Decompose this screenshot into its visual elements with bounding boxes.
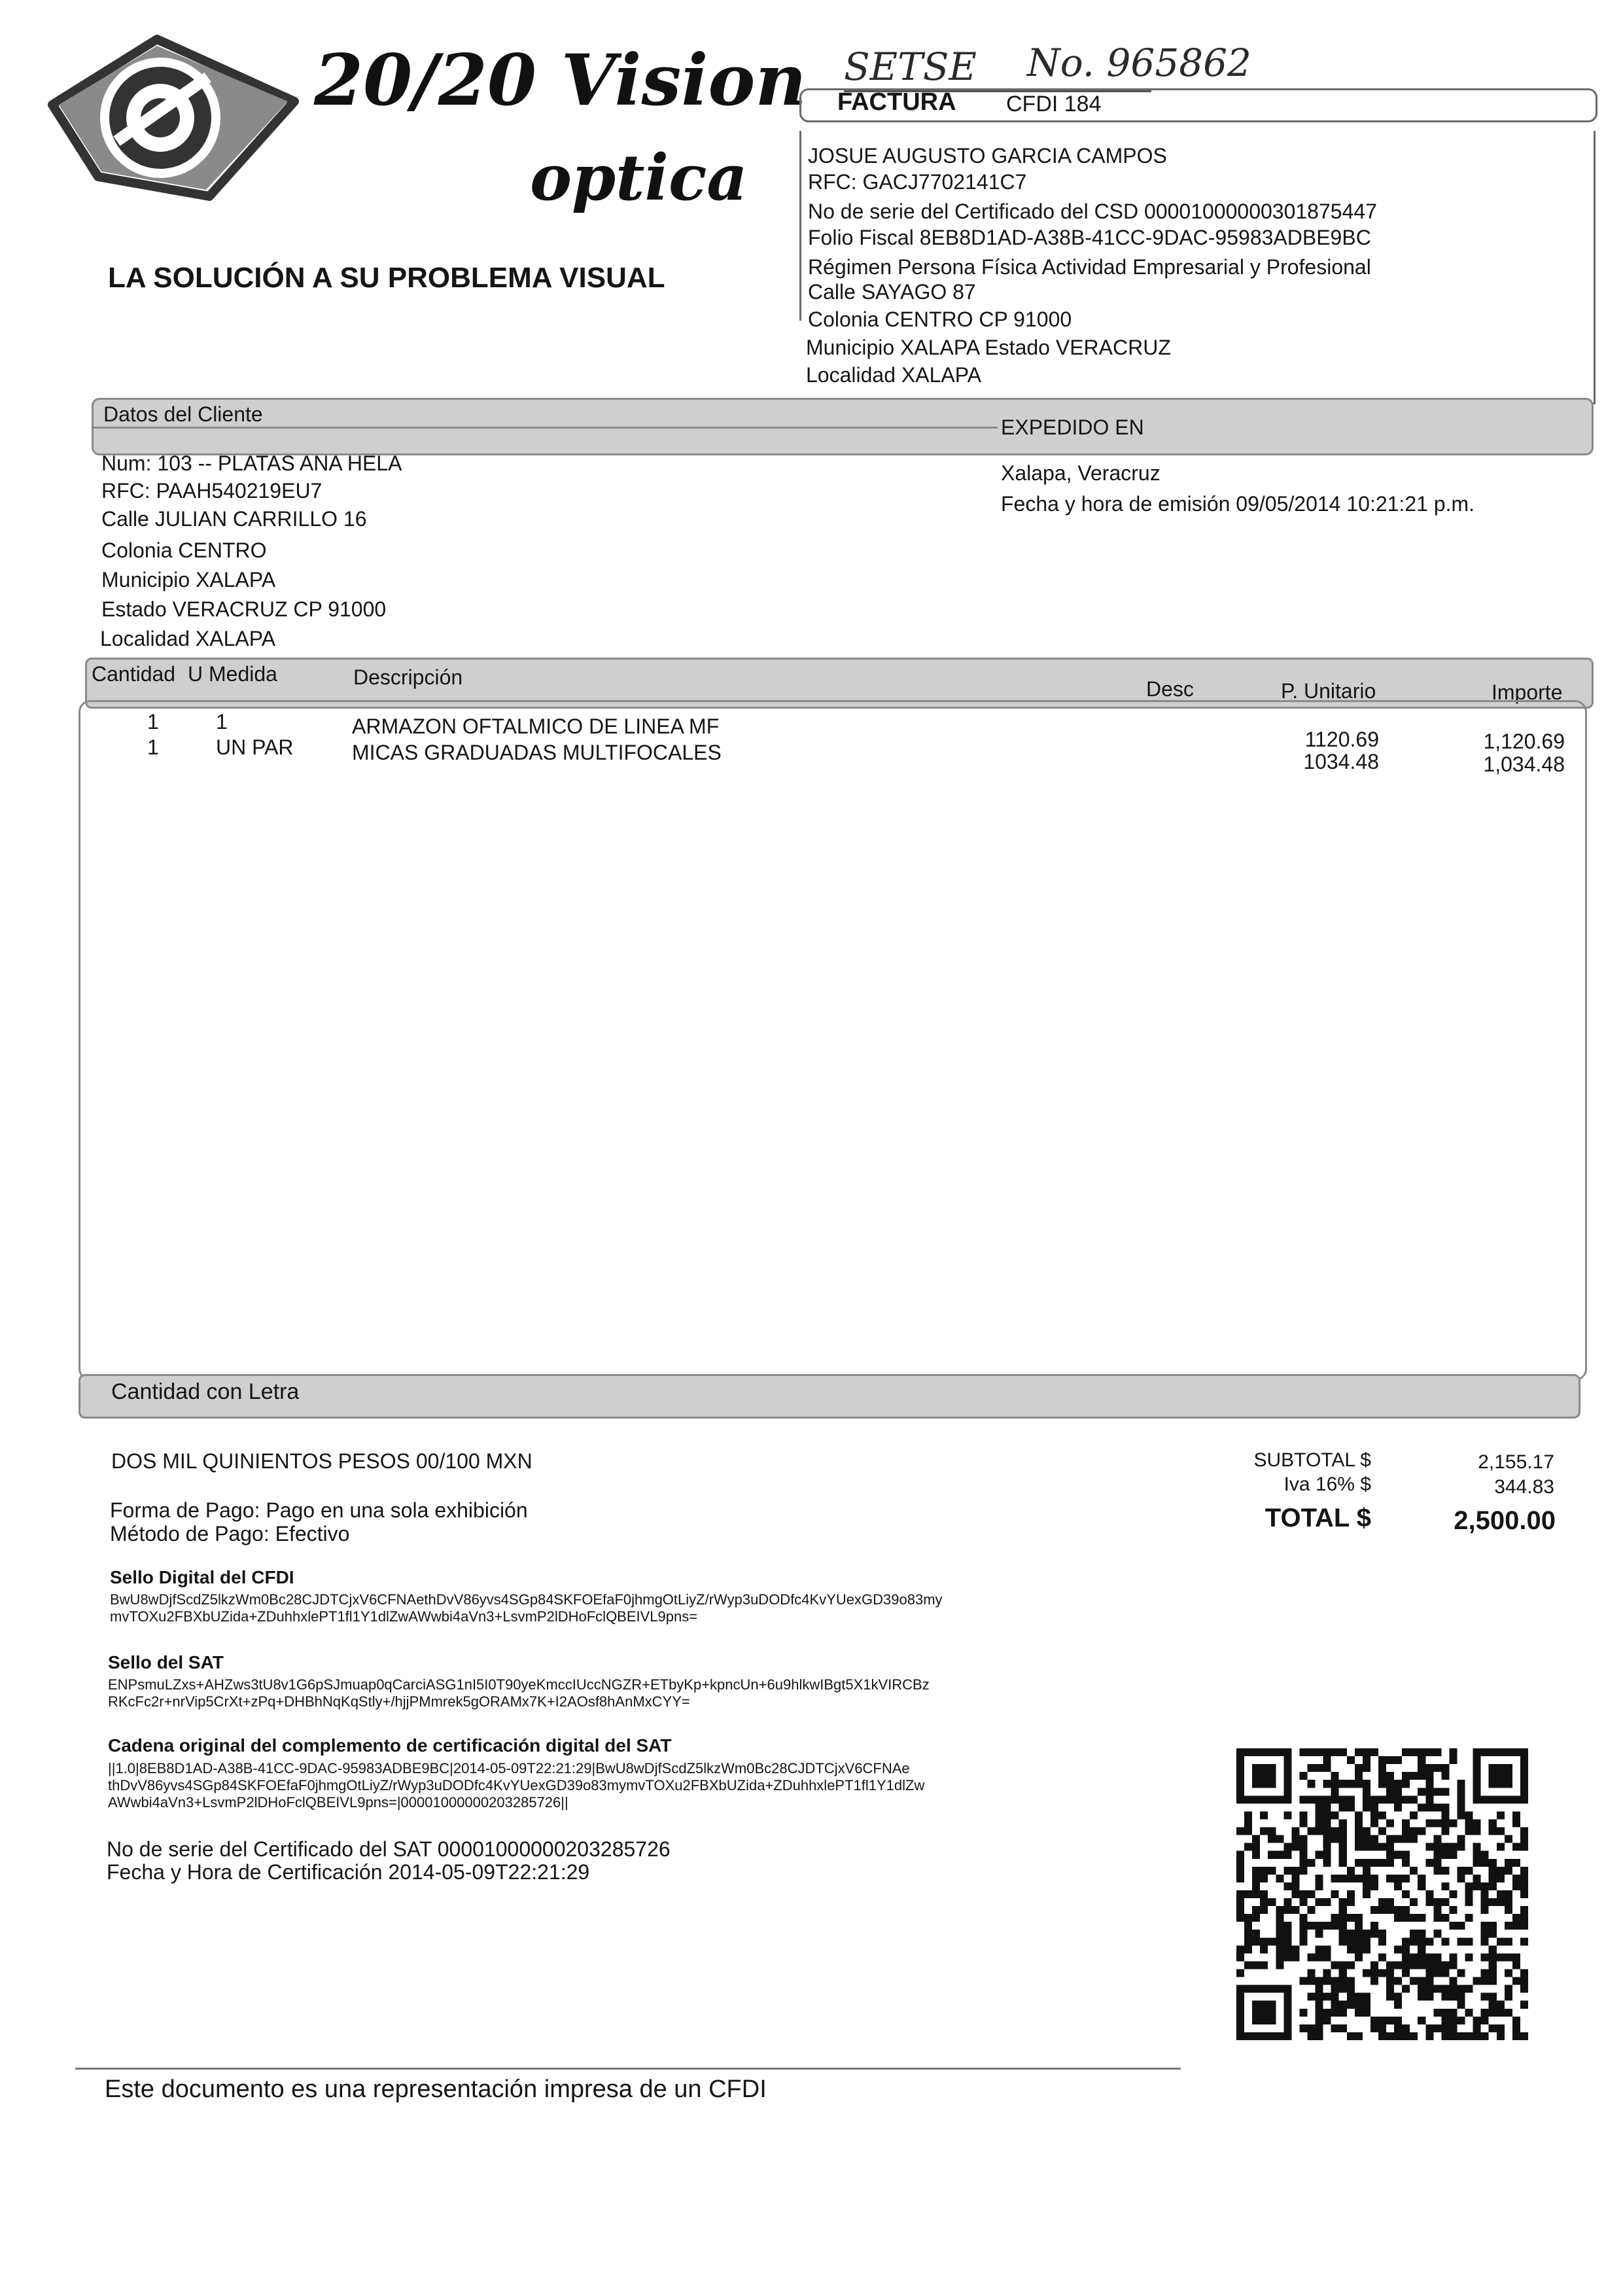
subtotal-value: 2,155.17 [1478,1451,1554,1473]
sello-cfdi-title: Sello Digital del CFDI [110,1567,294,1587]
client-header: Datos del Cliente [103,402,263,426]
sello-sat-title: Sello del SAT [108,1652,224,1672]
issuer-localidad: Localidad XALAPA [806,363,982,387]
issuer-csd: No de serie del Certificado del CSD 00001000000301875447 [808,200,1377,223]
issuer-folio: Folio Fiscal 8EB8D1AD-A38B-41CC-9DAC-95983ADBE9BC [808,226,1371,249]
issuer-name: JOSUE AUGUSTO GARCIA CAMPOS [808,144,1167,168]
expedido-lugar: Xalapa, Veracruz [1001,461,1161,485]
letra-header: Cantidad con Letra [111,1379,300,1404]
expedido-fecha: Fecha y hora de emisión 09/05/2014 10:21:21 p.m. [1001,492,1475,516]
letra-header-bar [79,1374,1580,1419]
cadena-title: Cadena original del complemento de certificación digital del SAT [108,1735,672,1756]
factura-series: CFDI 184 [1006,92,1102,116]
cert-fecha: Fecha y Hora de Certificación 2014-05-09T22:21:29 [107,1860,590,1884]
handwritten-number: No. 965862 [1027,41,1251,85]
handwritten-note: SETSE [844,44,977,89]
col-cantidad: Cantidad [92,662,176,686]
row2-umedida: UN PAR [216,735,294,759]
subtotal-label: SUBTOTAL $ [1253,1449,1371,1471]
row1-umedida: 1 [216,710,228,733]
row1-descripcion: ARMAZON OFTALMICO DE LINEA MF [352,715,720,738]
row2-cantidad: 1 [147,735,159,759]
footer-rule [75,2068,1181,2070]
sello-cfdi-line2: mvTOXu2FBXbUZida+ZDuhhxlePT1fl1Y1dlZwAWwbi4aVn3+LsvmP2lDHoFclQBEIVL9pns= [110,1608,698,1625]
cadena-line3: AWwbi4aVn3+LsvmP2lDHoFclQBEIVL9pns=|00001000000203285726|| [108,1794,568,1810]
sello-cfdi-line1: BwU8wDjfScdZ5lkzWm0Bc28CJDTCjxV6CFNAethDvV86yvs4SGp84SKFOEfaF0jhmgOtLiyZ/rWyp3uDODfc4KvYUexGD39o83my [110,1591,943,1608]
slogan: LA SOLUCIÓN A SU PROBLEMA VISUAL [108,262,665,294]
row1-cantidad: 1 [147,710,159,733]
col-descripcion: Descripción [353,665,463,689]
total-value: 2,500.00 [1454,1506,1556,1535]
cadena-line2: thDvV86yvs4SGp84SKFOEfaF0jhmgOtLiyZ/rWyp3uDODfc4KvYUexGD39o83mymvTOXu2FBXbUZida+ZDuhhxlePT1fl1Y1dlZw [108,1777,925,1793]
sello-sat-line2: RKcFc2r+nrVip5CrXt+zPq+DHBhNqKqStly+/hjjPMmrek5gORAMx7K+I2AOsf8hAnMxCYY= [108,1693,690,1710]
client-municipio: Municipio XALAPA [101,568,276,592]
total-label: TOTAL $ [1265,1504,1371,1532]
row2-importe: 1,034.48 [1483,752,1565,776]
row1-importe: 1,120.69 [1483,730,1565,753]
row2-descripcion: MICAS GRADUADAS MULTIFOCALES [352,741,722,764]
qr-code-icon [1236,1747,1528,2041]
cadena-line1: ||1.0|8EB8D1AD-A38B-41CC-9DAC-95983ADBE9BC|2014-05-09T22:21:29|BwU8wDjfScdZ5lkzWm0Bc28CJDTCjxV6CFNAe [108,1760,910,1776]
iva-label: Iva 16% $ [1283,1474,1371,1495]
brand-name: 20/20 Vision [314,39,807,122]
client-num: Num: 103 -- PLATAS ANA HELA [101,451,402,475]
metodo-pago: Método de Pago: Efectivo [110,1522,350,1545]
factura-title: FACTURA [837,88,956,116]
client-estado: Estado VERACRUZ CP 91000 [101,597,387,621]
client-rfc: RFC: PAAH540219EU7 [101,479,323,503]
brand-subtitle: optica [530,141,748,215]
col-desc: Desc [1146,677,1194,701]
col-umedida: U Medida [188,662,277,686]
amount-text: DOS MIL QUINIENTOS PESOS 00/100 MXN [111,1449,532,1473]
issuer-box-left-edge [799,131,801,321]
client-bar-divider [92,427,998,429]
client-localidad: Localidad XALAPA [100,627,276,650]
col-importe: Importe [1492,680,1563,704]
issuer-colonia: Colonia CENTRO CP 91000 [808,308,1072,331]
eye-logo-icon [46,26,307,222]
row1-unitario: 1120.69 [1304,728,1379,751]
client-colonia: Colonia CENTRO [101,539,267,562]
issuer-municipio: Municipio XALAPA Estado VERACRUZ [806,336,1171,359]
issuer-regimen: Régimen Persona Física Actividad Empresarial y Profesional [808,255,1371,279]
client-calle: Calle JULIAN CARRILLO 16 [101,507,367,531]
items-panel [79,700,1587,1381]
issuer-calle: Calle SAYAGO 87 [808,280,976,304]
forma-pago: Forma de Pago: Pago en una sola exhibición [110,1498,528,1522]
footer-text: Este documento es una representación impresa de un CFDI [105,2075,767,2103]
cert-serie: No de serie del Certificado del SAT 00001000000203285726 [107,1837,671,1861]
expedido-header: EXPEDIDO EN [1001,415,1144,439]
iva-value: 344.83 [1494,1476,1554,1498]
col-unitario: P. Unitario [1281,679,1376,703]
sello-sat-line1: ENPsmuLZxs+AHZws3tU8v1G6pSJmuap0qCarciASG1nI5I0T90yeKmccIUccNGZR+ETbyKp+kpncUn+6u9hlkwIBgt5X1kVIRCBz [108,1676,930,1693]
issuer-rfc: RFC: GACJ7702141C7 [808,170,1027,194]
row2-unitario: 1034.48 [1303,750,1379,773]
